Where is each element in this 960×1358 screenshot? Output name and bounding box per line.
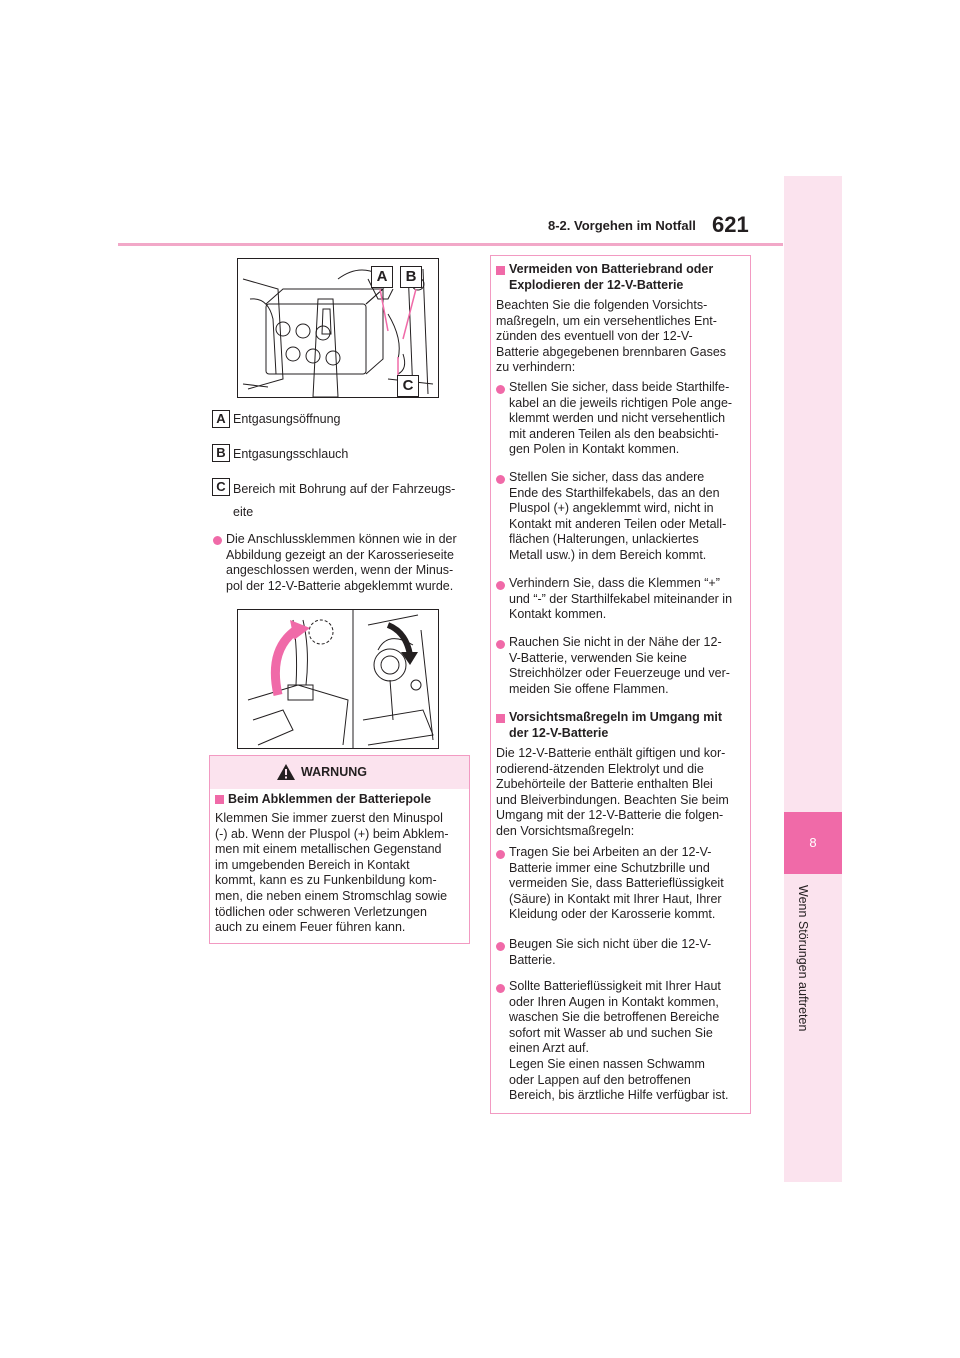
caution-box	[490, 255, 751, 1114]
fire-intro: Beachten Sie die folgenden Vorsichts- maßregeln, um ein versehentliches Ent- zünden des eventuell von der 12-V- Batterie abgegebenen brennbaren Gases zu verhindern:	[496, 298, 727, 375]
bullet-dot	[496, 942, 505, 951]
bullet-dot	[496, 475, 505, 484]
def-text-b: Entgasungsschlauch	[233, 447, 349, 461]
def-key-c: C	[212, 478, 230, 496]
def-text-c-line2: eite	[233, 505, 254, 519]
def-text-a: Entgasungsöffnung	[233, 412, 341, 426]
label-b: B	[400, 266, 422, 288]
subheading-square	[496, 266, 505, 275]
def-text-c-line1: Bereich mit Bohrung auf der Fahrzeugs-	[233, 482, 456, 496]
subheading-square	[496, 714, 505, 723]
warning-box	[209, 755, 470, 944]
warning-text: Klemmen Sie immer zuerst den Minuspol (-) ab. Wenn der Pluspol (+) beim Abklem- men mit einem metallischen Gegenstand im umgebenden Bereich in Kontakt kommt, kann es zu Funkenbildung kom- men, die neben einem Stromschlag sowie tödlichen oder schweren Verletzungen auch zu einem Feuer führen kann.	[215, 811, 449, 935]
fire-bullet-3: Verhindern Sie, dass die Klemmen “+” und “-” der Starthilfekabel miteinander in Kontakt kommen.	[509, 576, 733, 622]
handling-heading: Vorsichtsmaßregeln im Umgang mit der 12-V-Batterie	[509, 710, 723, 740]
body-connect-note: Die Anschlussklemmen können wie in der Abbildung gezeigt an der Karosserieseite angeschlossen werden, wenn der Minus- pol der 12-V-Batterie abgeklemmt wurde.	[226, 532, 457, 593]
warning-subheading: Beim Abklemmen der Batteriepole	[228, 792, 432, 806]
def-key-a: A	[212, 410, 230, 428]
warning-title: WARNUNG	[301, 765, 367, 779]
chapter-title-vertical: Wenn Störungen auftreten	[796, 885, 810, 1032]
def-key-b: B	[212, 444, 230, 462]
fire-bullet-1: Stellen Sie sicher, dass beide Starthilfe- kabel an die jeweils richtigen Pole ange- klemmt werden und nicht versehentlich mit anderen Teilen als den beabsichti- gen Polen in Kontakt kommen.	[509, 380, 733, 457]
bullet-dot	[496, 984, 505, 993]
terminal-connection-illustration	[237, 609, 439, 749]
page-number: 621	[712, 212, 749, 237]
handling-intro: Die 12-V-Batterie enthält giftigen und kor- rodierend-ätzenden Elektrolyt und die Zubehörteile der Batterie enthalten Blei und Bleiverbindungen. Beachten Sie beim Umgang mit der 12-V-Batterie die folgen- den Vorsichtsmaßregeln:	[496, 746, 729, 838]
bullet-dot	[496, 385, 505, 394]
fire-bullet-2: Stellen Sie sicher, dass das andere Ende des Starthilfekabels, das an den Pluspol (+) angeklemmt wird, nicht in Kontakt mit anderen Teilen oder Metall- flächen (Halterungen, unlackiertes Metall usw.) in dem Bereich kommt.	[509, 470, 727, 562]
chapter-number-tab[interactable]: 8	[784, 812, 842, 874]
terminal-connection-drawing	[238, 610, 438, 748]
section-title: 8-2. Vorgehen im Notfall	[548, 218, 696, 233]
bullet-dot	[496, 640, 505, 649]
warning-triangle-icon	[276, 763, 296, 781]
handling-bullet-3: Sollte Batterieflüssigkeit mit Ihrer Haut oder Ihren Augen in Kontakt kommen, waschen Sie die betroffenen Bereiche sofort mit Wasser ab und suchen Sie einen Arzt auf. Legen Sie einen nassen Schwamm oder Lappen auf den betroffenen Bereich, bis ärztliche Hilfe verfügbar ist.	[509, 979, 729, 1103]
fire-heading: Vermeiden von Batteriebrand oder Explodieren der 12-V-Batterie	[509, 262, 714, 292]
label-a: A	[371, 266, 393, 288]
header-rule	[118, 243, 783, 246]
fire-bullet-4: Rauchen Sie nicht in der Nähe der 12- V-Batterie, verwenden Sie keine Streichhölzer oder Feuerzeuge und ver- meiden Sie offene Flammen.	[509, 635, 730, 696]
handling-bullet-1: Tragen Sie bei Arbeiten an der 12-V- Batterie immer eine Schutzbrille und vermeiden Sie, dass Batterieflüssigkeit (Säure) in Kontakt mit Ihrer Haut, Ihrer Kleidung oder der Karosserie kommt.	[509, 845, 724, 922]
bullet-dot	[213, 536, 222, 545]
label-c: C	[397, 375, 419, 397]
handling-bullet-2: Beugen Sie sich nicht über die 12-V- Batterie.	[509, 937, 712, 967]
bullet-dot	[496, 850, 505, 859]
warning-header	[210, 756, 469, 789]
subheading-square	[215, 795, 224, 804]
bullet-dot	[496, 581, 505, 590]
